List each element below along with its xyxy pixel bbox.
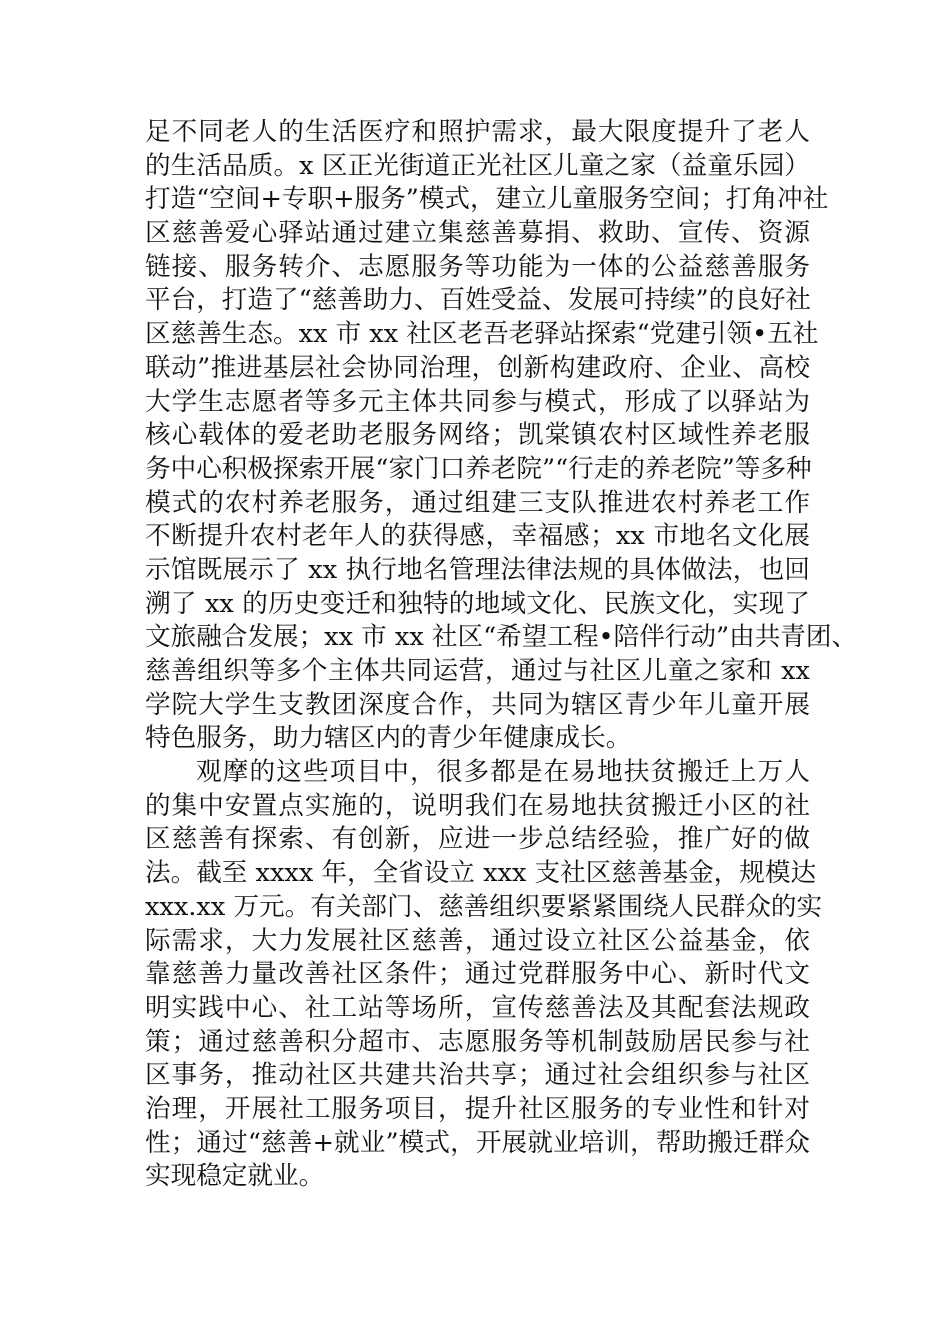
paragraph-2-line: 际需求，大力发展社区慈善，通过设立社区公益基金，依: [145, 925, 810, 956]
paragraph-2-line: 明实践中心、社工站等场所，宣传慈善法及其配套法规政: [145, 992, 810, 1023]
paragraph-2: [145, 756, 823, 1194]
paragraph-1-line: 大学生志愿者等多元主体共同参与模式，形成了以驿站为: [145, 386, 810, 417]
paragraph-1-line: 区慈善生态。xx 市 xx 社区老吾老驿站探索“党建引领•五社: [145, 319, 819, 350]
paragraph-2-line: 实现稳定就业。: [145, 1161, 325, 1192]
paragraph-1-line: 特色服务，助力辖区内的青少年健康成长。: [145, 723, 632, 754]
paragraph-2-line: 治理，开展社工服务项目，提升社区服务的专业性和针对: [145, 1093, 810, 1124]
paragraph-1-line: 学院大学生支教团深度合作，共同为辖区青少年儿童开展: [145, 689, 810, 720]
paragraph-1-line: 务中心积极探索开展“家门口养老院”“行走的养老院”等多种: [145, 453, 812, 484]
paragraph-2-line: 区慈善有探索、有创新，应进一步总结经验，推广好的做: [145, 824, 810, 855]
paragraph-1: [145, 116, 858, 756]
paragraph-2-line: 的集中安置点实施的，说明我们在易地扶贫搬迁小区的社: [145, 790, 810, 821]
paragraph-2-line: xxx.xx 万元。有关部门、慈善组织要紧紧围绕人民群众的实: [145, 891, 823, 922]
document-body: [145, 116, 858, 1194]
paragraph-2-line: 区事务，推动社区共建共治共享；通过社会组织参与社区: [145, 1060, 810, 1091]
paragraph-1-line: 文旅融合发展；xx 市 xx 社区“希望工程•陪伴行动”由共青团、: [145, 622, 858, 653]
paragraph-1-line: 不断提升农村老年人的获得感，幸福感；xx 市地名文化展: [145, 521, 810, 552]
paragraph-2-line: 观摩的这些项目中，很多都是在易地扶贫搬迁上万人: [196, 757, 810, 788]
paragraph-1-line: 的生活品质。x 区正光街道正光社区儿童之家（益童乐园）: [145, 150, 810, 181]
paragraph-1-line: 链接、服务转介、志愿服务等功能为一体的公益慈善服务: [145, 251, 810, 282]
paragraph-2-line: 策；通过慈善积分超市、志愿服务等机制鼓励居民参与社: [145, 1026, 810, 1057]
paragraph-1-line: 联动”推进基层社会协同治理，创新构建政府、企业、高校: [145, 352, 810, 383]
paragraph-1-line: 慈善组织等多个主体共同运营，通过与社区儿童之家和 xx: [145, 656, 810, 686]
paragraph-1-line: 模式的农村养老服务，通过组建三支队推进农村养老工作: [145, 487, 810, 518]
paragraph-2-line: 性；通过“慈善+就业”模式，开展就业培训，帮助搬迁群众: [145, 1127, 810, 1158]
paragraph-1-line: 平台，打造了“慈善助力、百姓受益、发展可持续”的良好社: [145, 285, 812, 316]
paragraph-1-line: 足不同老人的生活医疗和照护需求，最大限度提升了老人: [145, 117, 810, 147]
paragraph-2-line: 靠慈善力量改善社区条件；通过党群服务中心、新时代文: [145, 959, 810, 990]
paragraph-1-line: 示馆既展示了 xx 执行地名管理法律法规的具体做法，也回: [145, 554, 810, 585]
paragraph-2-line: 法。截至 xxxx 年，全省设立 xxx 支社区慈善基金，规模达: [145, 858, 817, 889]
paragraph-1-line: 打造“空间+专职+服务”模式，建立儿童服务空间；打角冲社: [145, 184, 829, 215]
paragraph-1-line: 区慈善爱心驿站通过建立集慈善募捐、救助、宣传、资源: [145, 218, 810, 249]
paragraph-1-line: 核心载体的爱老助老服务网络；凯棠镇农村区域性养老服: [145, 420, 810, 451]
paragraph-1-line: 溯了 xx 的历史变迁和独特的地域文化、民族文化，实现了: [145, 588, 810, 619]
